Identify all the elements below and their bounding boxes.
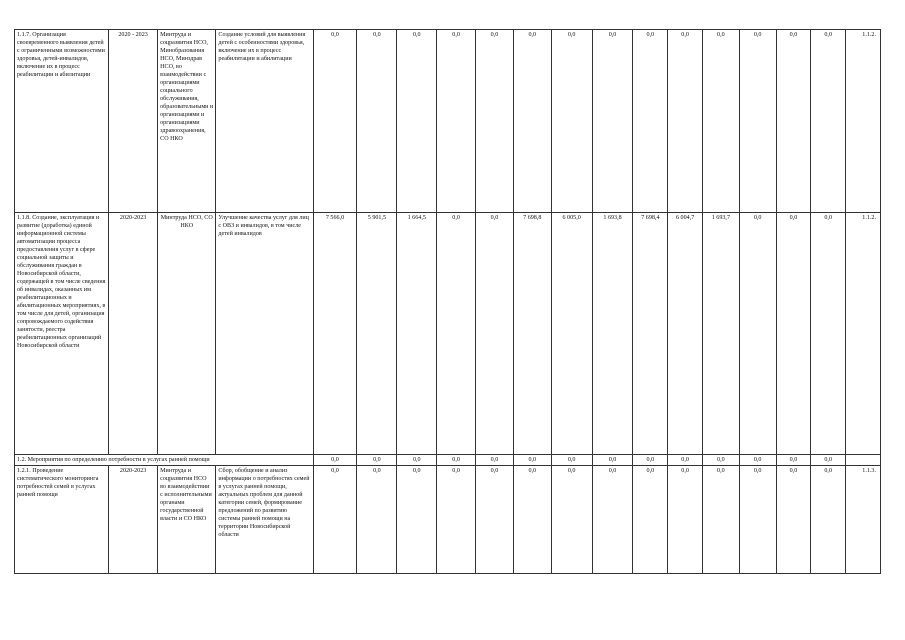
value-cell: 7 698,4 xyxy=(633,213,668,455)
value-cell: 0,0 xyxy=(397,466,437,574)
value-cell: 0,0 xyxy=(633,466,668,574)
indicator-code-cell xyxy=(846,455,881,466)
value-cell: 0,0 xyxy=(437,455,476,466)
value-cell: 0,0 xyxy=(357,466,397,574)
value-cell: 0,0 xyxy=(739,455,776,466)
indicator-code-cell: 1.1.2. xyxy=(846,213,881,455)
value-cell: 0,0 xyxy=(513,455,551,466)
value-cell: 0,0 xyxy=(633,30,668,213)
executor-cell: Минтруда и соцразвития НСО, Минобразования НСО, Минздрав НСО, во взаимодействии с организациями социального обслуживания, образовательными и организациями и организациями здравоохранения, СО НКО xyxy=(158,30,216,213)
value-cell: 0,0 xyxy=(668,30,703,213)
expected-result-cell: Сбор, обобщение и анализ информации о потребностях семей в услугах ранней помощи, актуальных проблем для данной категории семей, формирование предложений по развитию системы ранней помощи на территории Новосибирской области xyxy=(216,466,313,574)
value-cell: 0,0 xyxy=(313,466,357,574)
value-cell: 0,0 xyxy=(313,30,357,213)
executor-cell: Минтруда и соцразвития НСО во взаимодействии с исполнительными органами государственной власти и СО НКО xyxy=(158,466,216,574)
value-cell: 0,0 xyxy=(739,30,776,213)
executor-cell: Минтруда НСО, СО НКО xyxy=(158,213,216,455)
value-cell: 0,0 xyxy=(551,30,592,213)
value-cell: 0,0 xyxy=(702,455,739,466)
value-cell: 0,0 xyxy=(811,30,846,213)
section-row xyxy=(15,455,881,466)
value-cell: 0,0 xyxy=(476,213,514,455)
value-cell: 0,0 xyxy=(776,455,811,466)
value-cell: 0,0 xyxy=(592,455,633,466)
value-cell: 0,0 xyxy=(397,455,437,466)
value-cell: 0,0 xyxy=(357,455,397,466)
value-cell: 0,0 xyxy=(739,466,776,574)
expected-result-cell: Создание условий для выявления детей с особенностями здоровья, включение их в процесс реабилитации и абилитации xyxy=(216,30,313,213)
table-row xyxy=(15,213,881,455)
program-activities-table xyxy=(14,29,881,574)
section-title-cell: 1.2. Мероприятия по определению потребности в услугах ранней помощи xyxy=(15,455,314,466)
value-cell: 0,0 xyxy=(776,213,811,455)
value-cell: 1 693,8 xyxy=(592,213,633,455)
value-cell: 0,0 xyxy=(702,30,739,213)
value-cell: 0,0 xyxy=(811,466,846,574)
value-cell: 1 693,7 xyxy=(702,213,739,455)
value-cell: 0,0 xyxy=(776,30,811,213)
value-cell: 0,0 xyxy=(776,466,811,574)
value-cell: 0,0 xyxy=(592,30,633,213)
value-cell: 0,0 xyxy=(513,30,551,213)
value-cell: 0,0 xyxy=(551,455,592,466)
value-cell: 1 664,5 xyxy=(397,213,437,455)
table-row xyxy=(15,466,881,574)
value-cell: 0,0 xyxy=(668,455,703,466)
value-cell: 0,0 xyxy=(633,455,668,466)
value-cell: 0,0 xyxy=(313,455,357,466)
value-cell: 0,0 xyxy=(437,213,476,455)
table-row xyxy=(15,30,881,213)
value-cell: 0,0 xyxy=(551,466,592,574)
value-cell: 0,0 xyxy=(437,30,476,213)
value-cell: 0,0 xyxy=(668,466,703,574)
value-cell: 0,0 xyxy=(476,455,514,466)
value-cell: 7 698,8 xyxy=(513,213,551,455)
value-cell: 0,0 xyxy=(397,30,437,213)
value-cell: 0,0 xyxy=(592,466,633,574)
value-cell: 0,0 xyxy=(702,466,739,574)
value-cell: 0,0 xyxy=(437,466,476,574)
activity-name-cell: 1.1.8. Создание, эксплуатация и развитие (доработка) единой информационной системы автоматизации процесса предоставления услуг в сфере социальной защиты и обслуживания граждан в Новосибирской области, содержащей в том числе сведения об инвалидах, оказанных им реабилитационных и абилитационных мероприятиях, в том числе для детей, организация сопровождаемого содействия занятости, реестра реабилитационных организаций Новосибирской области xyxy=(15,213,109,455)
value-cell: 7 566,0 xyxy=(313,213,357,455)
value-cell: 0,0 xyxy=(811,455,846,466)
value-cell: 0,0 xyxy=(513,466,551,574)
value-cell: 0,0 xyxy=(476,466,514,574)
activity-name-cell: 1.2.1. Проведение систематического мониторинга потребностей семей в услугах ранней помощи xyxy=(15,466,109,574)
expected-result-cell: Улучшение качества услуг для лиц с ОВЗ и инвалидов, в том числе детей инвалидов xyxy=(216,213,313,455)
activity-name-cell: 1.1.7. Организация своевременного выявления детей с ограниченными возможностями здоровья, детей-инвалидов, включение их в процесс реабилитации и абилитации xyxy=(15,30,109,213)
value-cell: 0,0 xyxy=(811,213,846,455)
value-cell: 0,0 xyxy=(739,213,776,455)
value-cell: 5 901,5 xyxy=(357,213,397,455)
value-cell: 6 004,7 xyxy=(668,213,703,455)
period-cell: 2020 - 2023 xyxy=(109,30,158,213)
value-cell: 0,0 xyxy=(357,30,397,213)
value-cell: 0,0 xyxy=(476,30,514,213)
period-cell: 2020-2023 xyxy=(109,213,158,455)
period-cell: 2020-2023 xyxy=(109,466,158,574)
indicator-code-cell: 1.1.2. xyxy=(846,30,881,213)
indicator-code-cell: 1.1.3. xyxy=(846,466,881,574)
value-cell: 6 005,0 xyxy=(551,213,592,455)
